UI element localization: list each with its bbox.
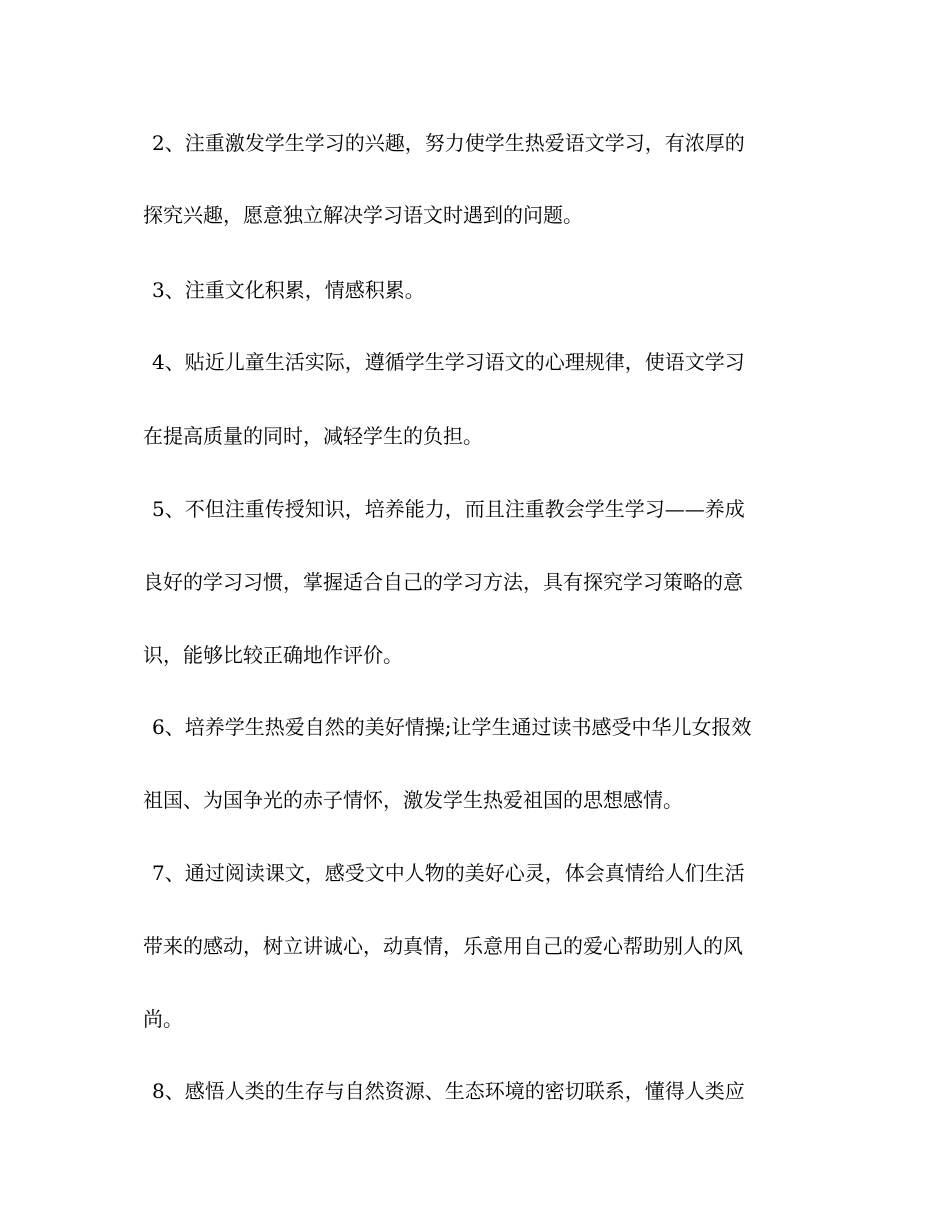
paragraph-2-line-2: 探究兴趣，愿意独立解决学习语文时遇到的问题。 xyxy=(143,203,583,227)
paragraph-5-line-3: 识，能够比较正确地作评价。 xyxy=(143,643,403,667)
paragraph-6-line-2: 祖国、为国争光的赤子情怀，激发学生热爱祖国的思想感情。 xyxy=(143,788,683,812)
paragraph-7-line-1: 7、通过阅读课文，感受文中人物的美好心灵，体会真情给人们生活 xyxy=(152,861,745,885)
paragraph-5-line-2: 良好的学习习惯，掌握适合自己的学习方法，具有探究学习策略的意 xyxy=(143,570,743,594)
paragraph-7-line-2: 带来的感动，树立讲诚心，动真情，乐意用自己的爱心帮助别人的风 xyxy=(143,934,743,958)
paragraph-4-line-2: 在提高质量的同时，减轻学生的负担。 xyxy=(143,424,483,448)
paragraph-6-line-1: 6、培养学生热爱自然的美好情操;让学生通过读书感受中华儿女报效 xyxy=(152,715,752,739)
paragraph-7-line-3: 尚。 xyxy=(143,1007,183,1031)
paragraph-2-line-1: 2、注重激发学生学习的兴趣，努力使学生热爱语文学习，有浓厚的 xyxy=(152,131,745,155)
paragraph-3-line-1: 3、注重文化积累，情感积累。 xyxy=(152,278,425,302)
paragraph-8-line-1: 8、感悟人类的生存与自然资源、生态环境的密切联系，懂得人类应 xyxy=(152,1079,745,1103)
paragraph-4-line-1: 4、贴近儿童生活实际，遵循学生学习语文的心理规律，使语文学习 xyxy=(152,350,745,374)
paragraph-5-line-1: 5、不但注重传授知识，培养能力，而且注重教会学生学习——养成 xyxy=(152,497,745,521)
